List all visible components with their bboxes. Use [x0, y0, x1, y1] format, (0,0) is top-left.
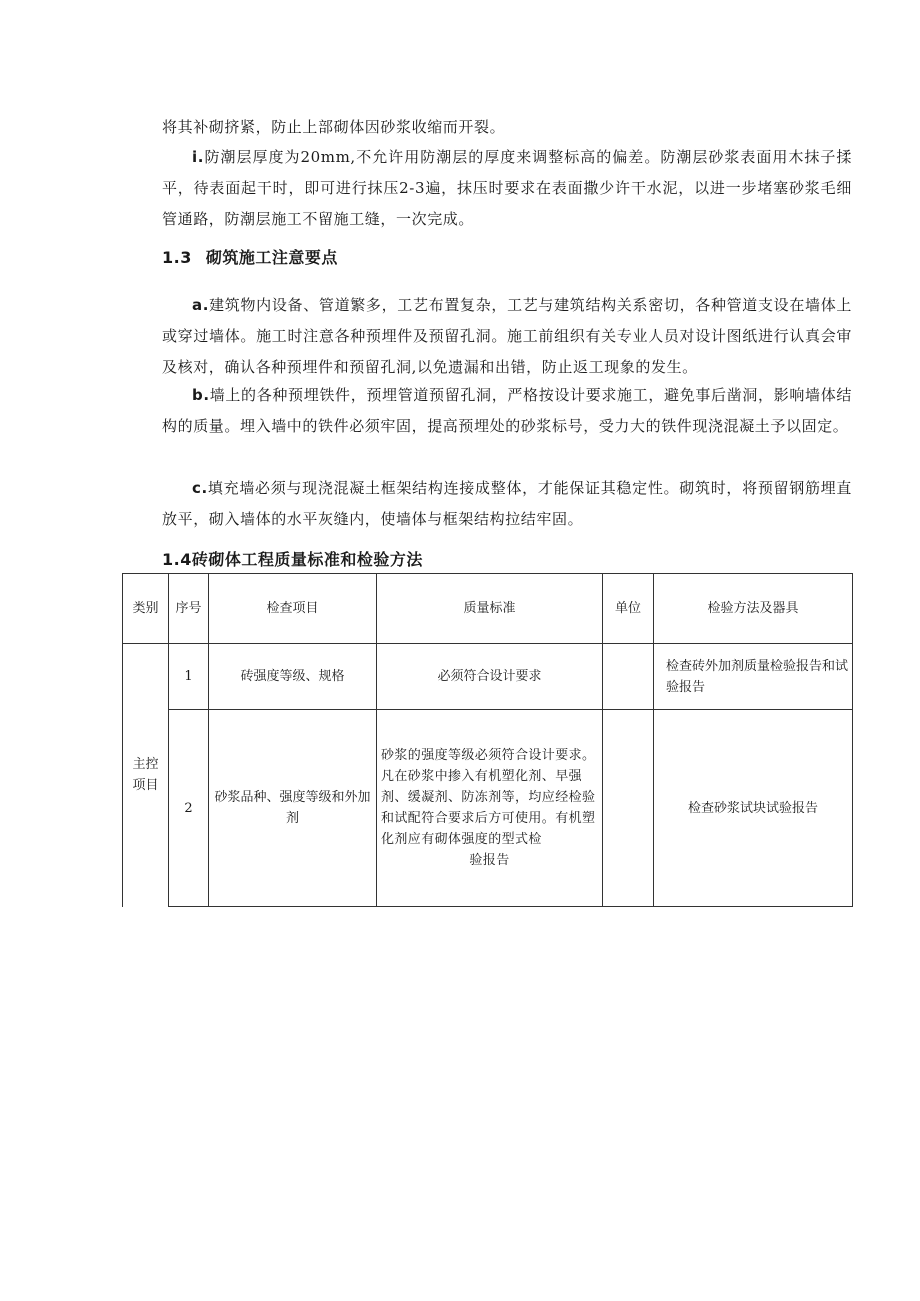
section-title: 砌筑施工注意要点 [205, 248, 338, 267]
unit-cell [603, 644, 654, 710]
standard-cell [377, 710, 603, 907]
paragraph-b-text: 墙上的各种预埋铁件，预埋管道预留孔洞，严格按设计要求施工，避免事后凿洞，影响墙体结构的质量。埋入墙中的铁件必须牢固，提高预埋处的砂浆标号，受力大的铁件现浇混凝土予以固定。 [162, 386, 852, 435]
paragraph-c [162, 473, 852, 535]
item-label-c: c. [192, 479, 208, 497]
header-item: 检查项目 [209, 574, 377, 644]
table-header-row [123, 574, 853, 644]
section-heading-1-3 [162, 245, 338, 268]
seq-cell: 2 [169, 710, 209, 907]
paragraph-continuation [162, 112, 852, 143]
section-number: 1.3 [162, 248, 192, 267]
paragraph-i [162, 142, 852, 235]
unit-cell [603, 710, 654, 907]
item-label-a: a. [192, 296, 210, 314]
item-cell: 砖强度等级、规格 [209, 644, 377, 710]
table-row [123, 710, 853, 907]
header-seq: 序号 [169, 574, 209, 644]
paragraph-b [162, 380, 852, 442]
method-cell: 检查砂浆试块试验报告 [654, 710, 853, 907]
header-method: 检验方法及器具 [654, 574, 853, 644]
paragraph-a [162, 290, 852, 383]
method-cell: 检查砖外加剂质量检验报告和试验报告 [654, 644, 853, 710]
table-row [123, 644, 853, 710]
quality-standard-table [122, 573, 853, 907]
category-cell: 主控项目 [123, 644, 169, 907]
standard-cell: 必须符合设计要求 [377, 644, 603, 710]
paragraph-a-text: 建筑物内设备、管道繁多，工艺布置复杂，工艺与建筑结构关系密切，各种管道支设在墙体上或穿过墙体。施工时注意各种预埋件及预留孔洞。施工前组织有关专业人员对设计图纸进行认真会审及核对，确认各种预埋件和预留孔洞,以免遗漏和出错，防止返工现象的发生。 [162, 296, 852, 376]
header-unit: 单位 [603, 574, 654, 644]
header-standard: 质量标准 [377, 574, 603, 644]
item-cell: 砂浆品种、强度等级和外加剂 [209, 710, 377, 907]
paragraph-text: 将其补砌挤紧，防止上部砌体因砂浆收缩而开裂。 [162, 118, 506, 136]
item-label-b: b. [192, 386, 210, 404]
item-label-i: i. [192, 148, 205, 166]
standard-text: 砂浆的强度等级必须符合设计要求。凡在砂浆中掺入有机塑化剂、早强剂、缓凝剂、防冻剂等，均应经检验和试配符合要求后方可使用。有机塑化剂应有砌体强度的型式检 验报告 [381, 748, 596, 868]
paragraph-i-text: 防潮层厚度为20mm,不允许用防潮层的厚度来调整标高的偏差。防潮层砂浆表面用木抹子揉平，待表面起干时，即可进行抹压2-3遍，抹压时要求在表面撒少许干水泥，以进一步堵塞砂浆毛细管通路，防潮层施工不留施工缝，一次完成。 [162, 148, 852, 228]
seq-cell: 1 [169, 644, 209, 710]
header-category: 类别 [123, 574, 169, 644]
paragraph-c-text: 填充墙必须与现浇混凝土框架结构连接成整体，才能保证其稳定性。砌筑时，将预留钢筋埋直放平，砌入墙体的水平灰缝内，使墙体与框架结构拉结牢固。 [162, 479, 852, 528]
section-heading-1-4: 1.4砖砌体工程质量标准和检验方法 [162, 550, 423, 569]
